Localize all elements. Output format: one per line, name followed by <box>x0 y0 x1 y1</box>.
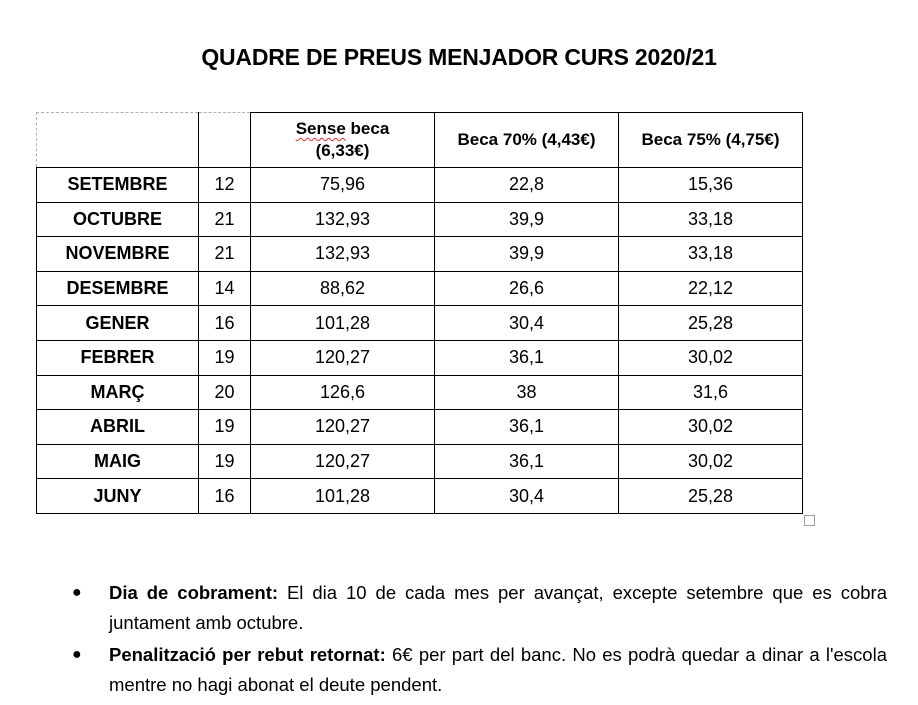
month-cell: MARÇ <box>37 375 199 410</box>
days-cell: 16 <box>199 306 251 341</box>
table-row <box>37 237 803 272</box>
grant-75-price-cell: 31,6 <box>619 375 803 410</box>
month-cell: SETEMBRE <box>37 168 199 203</box>
table-row <box>37 168 803 203</box>
days-cell: 16 <box>199 479 251 514</box>
days-cell: 12 <box>199 168 251 203</box>
no-grant-price-cell: 101,28 <box>251 479 435 514</box>
table-row <box>37 410 803 445</box>
grant-70-price-cell: 26,6 <box>435 271 619 306</box>
month-cell: FEBRER <box>37 340 199 375</box>
table-row <box>37 444 803 479</box>
grant-70-price-cell: 36,1 <box>435 410 619 445</box>
header-no-grant <box>251 113 435 168</box>
header-days <box>199 113 251 168</box>
month-cell: DESEMBRE <box>37 271 199 306</box>
grant-70-price-cell: 38 <box>435 375 619 410</box>
days-cell: 21 <box>199 202 251 237</box>
days-cell: 19 <box>199 444 251 479</box>
header-grant-70: Beca 70% (4,43€) <box>435 113 619 168</box>
grant-70-price-cell: 36,1 <box>435 444 619 479</box>
header-grant-75: Beca 75% (4,75€) <box>619 113 803 168</box>
notes-list <box>72 578 893 702</box>
table-row <box>37 271 803 306</box>
grant-75-price-cell: 30,02 <box>619 340 803 375</box>
month-cell: GENER <box>37 306 199 341</box>
grant-75-price-cell: 33,18 <box>619 202 803 237</box>
month-cell: JUNY <box>37 479 199 514</box>
note-label: Penalització per rebut retornat: <box>109 644 386 665</box>
month-cell: ABRIL <box>37 410 199 445</box>
no-grant-price-cell: 126,6 <box>251 375 435 410</box>
days-cell: 19 <box>199 340 251 375</box>
month-cell: NOVEMBRE <box>37 237 199 272</box>
no-grant-price-cell: 132,93 <box>251 202 435 237</box>
grant-75-price-cell: 25,28 <box>619 479 803 514</box>
grant-75-price-cell: 22,12 <box>619 271 803 306</box>
note-item <box>72 578 893 638</box>
grant-70-price-cell: 30,4 <box>435 479 619 514</box>
no-grant-price-cell: 75,96 <box>251 168 435 203</box>
days-cell: 19 <box>199 410 251 445</box>
days-cell: 20 <box>199 375 251 410</box>
grant-75-price-cell: 30,02 <box>619 410 803 445</box>
days-cell: 14 <box>199 271 251 306</box>
bullet-icon: ● <box>72 646 82 663</box>
grant-70-price-cell: 39,9 <box>435 237 619 272</box>
table-row <box>37 202 803 237</box>
note-text: 6€ per part del banc. No es podrà quedar a dinar a l'escola mentre no hagi abonat el deute pendent. <box>109 644 893 695</box>
no-grant-price-cell: 120,27 <box>251 410 435 445</box>
no-grant-price-cell: 120,27 <box>251 340 435 375</box>
no-grant-price-cell: 88,62 <box>251 271 435 306</box>
price-table <box>36 112 803 514</box>
header-no-grant-price: (6,33€) <box>315 141 370 160</box>
month-cell: MAIG <box>37 444 199 479</box>
table-row <box>37 375 803 410</box>
grant-70-price-cell: 30,4 <box>435 306 619 341</box>
header-no-grant-word[interactable]: Sense <box>295 119 346 138</box>
bullet-icon: ● <box>72 584 82 601</box>
note-label: Dia de cobrament: <box>109 582 279 603</box>
table-row <box>37 306 803 341</box>
table-resize-handle[interactable] <box>804 515 815 526</box>
note-text: El dia 10 de cada mes per avançat, excepte setembre que es cobra juntament amb octubre. <box>109 582 893 633</box>
table-body <box>37 168 803 514</box>
header-month <box>37 113 199 168</box>
no-grant-price-cell: 120,27 <box>251 444 435 479</box>
month-cell: OCTUBRE <box>37 202 199 237</box>
table-header-row <box>37 113 803 168</box>
grant-70-price-cell: 22,8 <box>435 168 619 203</box>
grant-70-price-cell: 39,9 <box>435 202 619 237</box>
grant-75-price-cell: 33,18 <box>619 237 803 272</box>
table-row <box>37 340 803 375</box>
no-grant-price-cell: 132,93 <box>251 237 435 272</box>
grant-70-price-cell: 36,1 <box>435 340 619 375</box>
grant-75-price-cell: 15,36 <box>619 168 803 203</box>
grant-75-price-cell: 30,02 <box>619 444 803 479</box>
document-title: QUADRE DE PREUS MENJADOR CURS 2020/21 <box>201 44 717 70</box>
no-grant-price-cell: 101,28 <box>251 306 435 341</box>
header-no-grant-word2: beca <box>350 119 390 138</box>
grant-75-price-cell: 25,28 <box>619 306 803 341</box>
table-row <box>37 479 803 514</box>
days-cell: 21 <box>199 237 251 272</box>
note-item <box>72 640 893 700</box>
